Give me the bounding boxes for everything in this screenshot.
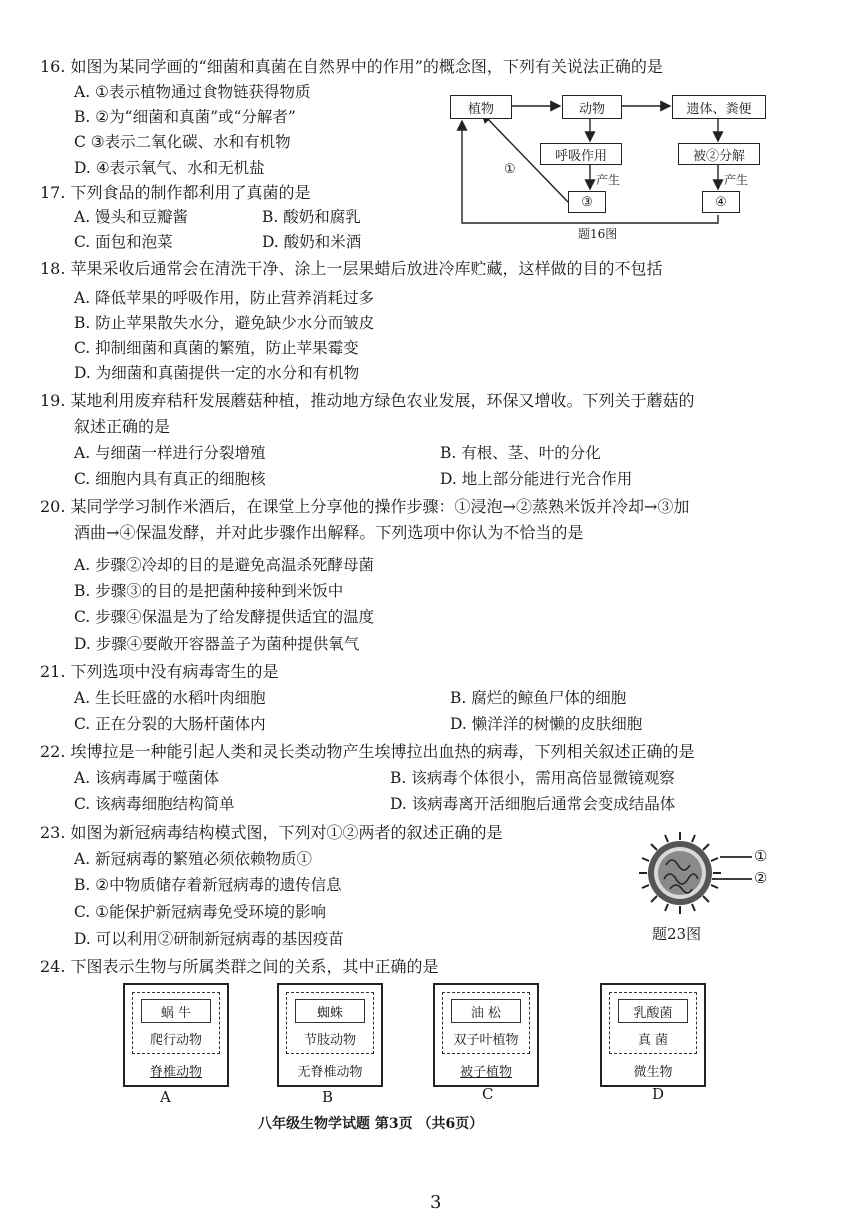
- q16-caption: 题16图: [578, 227, 618, 241]
- q17-option-a: A. 馒头和豆瓣酱: [74, 208, 189, 226]
- q16-option-b: B. ②为“细菌和真菌”或“分解者”: [74, 108, 296, 126]
- q21-option-b: B. 腐烂的鲸鱼尸体的细胞: [450, 689, 627, 707]
- node-respiration: 呼吸作用: [540, 143, 622, 165]
- q24-card-b: [277, 983, 383, 1087]
- q19-option-b: B. 有根、茎、叶的分化: [440, 444, 601, 462]
- card-a-outer-label: 脊椎动物: [149, 1065, 202, 1080]
- q17-stem: 17. 下列食品的制作都利用了真菌的是: [40, 183, 311, 202]
- q16-stem: 16. 如图为某同学画的“细菌和真菌在自然界中的作用”的概念图，下列有关说法正确的是: [40, 57, 663, 76]
- q23-stem: 23. 如图为新冠病毒结构模式图，下列对①②两者的叙述正确的是: [40, 823, 503, 842]
- q17-option-d: D. 酸奶和米酒: [262, 233, 362, 251]
- q21-option-a: A. 生长旺盛的水稻叶肉细胞: [74, 689, 266, 707]
- q20-option-b: B. 步骤③的目的是把菌种接种到米饭中: [74, 582, 344, 600]
- virus-label-2: ②: [754, 869, 768, 887]
- card-d-letter: D: [652, 1085, 665, 1103]
- card-a-inner: 蜗 牛: [141, 999, 211, 1023]
- q23-option-b: B. ②中物质储存着新冠病毒的遗传信息: [74, 876, 342, 894]
- q17-option-c: C. 面包和泡菜: [74, 233, 173, 251]
- q22-option-a: A. 该病毒属于噬菌体: [74, 769, 220, 787]
- card-a-middle: [132, 992, 220, 1054]
- card-d-middle-label: 真 菌: [637, 1033, 669, 1048]
- node-4: ④: [702, 191, 740, 213]
- card-c-letter: C: [482, 1085, 494, 1103]
- q23-option-d: D. 可以利用②研制新冠病毒的基因疫苗: [74, 930, 344, 948]
- q20-option-c: C. 步骤④保温是为了给发酵提供适宜的温度: [74, 608, 375, 626]
- card-a-letter: A: [160, 1088, 171, 1106]
- card-b-outer-label: 无脊椎动物: [297, 1065, 363, 1080]
- virus-label-1: ①: [754, 847, 768, 865]
- produce-label-right: 产生: [724, 173, 749, 187]
- card-a-middle-label: 爬行动物: [149, 1033, 202, 1048]
- q23-option-c: C. ①能保护新冠病毒免受环境的影响: [74, 903, 327, 921]
- q18-option-a: A. 降低苹果的呼吸作用，防止营养消耗过多: [74, 289, 375, 307]
- q24-card-d: [600, 983, 706, 1087]
- q19-stem-2: 叙述正确的是: [74, 417, 171, 436]
- q18-stem: 18. 苹果采收后通常会在清洗干净、涂上一层果蜡后放进冷库贮藏，这样做的目的不包括: [40, 259, 663, 278]
- page-footer-title: 八年级生物学试题 第3页 （共6页）: [258, 1116, 484, 1132]
- q17-option-b: B. 酸奶和腐乳: [262, 208, 361, 226]
- node-3: ③: [568, 191, 606, 213]
- q18-option-d: D. 为细菌和真菌提供一定的水分和有机物: [74, 364, 360, 382]
- node-plant: 植物: [450, 95, 512, 119]
- q16-option-d: D. ④表示氧气、水和无机盐: [74, 159, 265, 177]
- q22-option-c: C. 该病毒细胞结构简单: [74, 795, 235, 813]
- card-c-middle-label: 双子叶植物: [453, 1033, 519, 1048]
- q20-stem: 20. 某同学学习制作米酒后，在课堂上分享他的操作步骤：①浸泡→②蒸熟米饭并冷却→③加: [40, 497, 690, 516]
- q20-stem-2: 酒曲→④保温发酵，并对此步骤作出解释。下列选项中你认为不恰当的是: [74, 523, 584, 542]
- q19-option-a: A. 与细菌一样进行分裂增殖: [74, 444, 266, 462]
- q20-option-a: A. 步骤②冷却的目的是避免高温杀死酵母菌: [74, 556, 375, 574]
- marker-1: ①: [504, 162, 516, 177]
- q24-card-a: [123, 983, 229, 1087]
- card-d-inner: 乳酸菌: [618, 999, 688, 1023]
- q20-option-d: D. 步骤④要敞开容器盖子为菌种提供氧气: [74, 635, 360, 653]
- node-decompose: 被②分解: [678, 143, 760, 165]
- card-c-outer-label: 被子植物: [459, 1065, 512, 1080]
- q16-diagram: [440, 85, 780, 245]
- node-remains: 遗体、粪便: [672, 95, 766, 119]
- q24-card-c: [433, 983, 539, 1087]
- q23-caption: 题23图: [652, 925, 702, 943]
- q16-option-a: A. ①表示植物通过食物链获得物质: [74, 83, 311, 101]
- card-d-outer-label: 微生物: [633, 1065, 673, 1080]
- q22-option-d: D. 该病毒离开活细胞后通常会变成结晶体: [390, 795, 676, 813]
- card-c-inner: 油 松: [451, 999, 521, 1023]
- q19-option-d: D. 地上部分能进行光合作用: [440, 470, 633, 488]
- q21-option-d: D. 懒洋洋的树懒的皮肤细胞: [450, 715, 643, 733]
- q22-stem: 22. 埃博拉是一种能引起人类和灵长类动物产生埃博拉出血热的病毒，下列相关叙述正确的是: [40, 742, 695, 761]
- produce-label-left: 产生: [596, 173, 621, 187]
- q24-stem: 24. 下图表示生物与所属类群之间的关系，其中正确的是: [40, 957, 439, 976]
- card-b-middle: [286, 992, 374, 1054]
- card-c-middle: [442, 992, 530, 1054]
- q19-option-c: C. 细胞内具有真正的细胞核: [74, 470, 266, 488]
- q22-option-b: B. 该病毒个体很小，需用高倍显微镜观察: [390, 769, 675, 787]
- q21-stem: 21. 下列选项中没有病毒寄生的是: [40, 662, 279, 681]
- node-animal: 动物: [562, 95, 622, 119]
- q16-option-c: C ③表示二氧化碳、水和有机物: [74, 133, 291, 151]
- q19-stem: 19. 某地利用废弃秸秆发展蘑菇种植，推动地方绿色农业发展，环保又增收。下列关于蘑菇的: [40, 391, 695, 410]
- q18-option-b: B. 防止苹果散失水分，避免缺少水分而皱皮: [74, 314, 375, 332]
- q23-option-a: A. 新冠病毒的繁殖必须依赖物质①: [74, 850, 313, 868]
- card-d-middle: [609, 992, 697, 1054]
- q18-option-c: C. 抑制细菌和真菌的繁殖，防止苹果霉变: [74, 339, 359, 357]
- card-b-inner: 蜘蛛: [295, 999, 365, 1023]
- page-number: 3: [430, 1192, 442, 1213]
- q23-virus-diagram: [630, 825, 790, 950]
- q21-option-c: C. 正在分裂的大肠杆菌体内: [74, 715, 266, 733]
- card-b-letter: B: [322, 1088, 334, 1106]
- card-b-middle-label: 节肢动物: [303, 1033, 356, 1048]
